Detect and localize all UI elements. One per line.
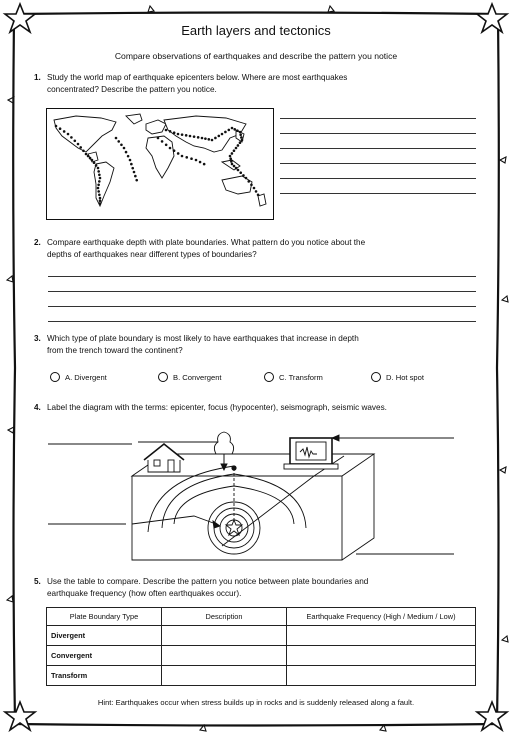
epicenter-dot [135, 179, 138, 182]
epicenter-dot [169, 130, 172, 133]
epicenter-dot [241, 139, 244, 142]
question-number: 1. [34, 73, 41, 82]
epicenter-dot [127, 155, 130, 158]
epicenter-dot [165, 129, 168, 132]
epicenter-dot [99, 199, 102, 202]
table-cell[interactable] [287, 666, 476, 686]
epicenter-dot [70, 136, 73, 139]
epicenter-dot [240, 136, 243, 139]
epicenter-dot [97, 184, 100, 187]
epicenter-dot [189, 135, 192, 138]
epicenter-dot [99, 197, 102, 200]
question-text: earthquake frequency (how often earthquakes occur). [47, 589, 242, 598]
epicenter-dot [161, 140, 164, 143]
epicenter-dot [185, 156, 188, 159]
radio-circle-icon[interactable] [264, 372, 274, 382]
table-header: Description [162, 608, 287, 626]
radio-circle-icon[interactable] [371, 372, 381, 382]
answer-line[interactable] [48, 321, 476, 322]
table-cell[interactable] [162, 666, 287, 686]
epicenter-dot [89, 157, 92, 160]
epicenter-dot [67, 133, 70, 136]
epicenter-dot [218, 135, 221, 138]
comparison-table [46, 607, 476, 686]
epicenter-dot [177, 133, 180, 136]
epicenter-dot [203, 163, 206, 166]
question-text: Compare earthquake depth with plate boundaries. What pattern do you notice about the [47, 238, 366, 247]
epicenter-dot [247, 180, 250, 183]
table-cell[interactable] [287, 626, 476, 646]
table-header: Plate Boundary Type [47, 608, 162, 626]
question-number: 2. [34, 238, 41, 247]
epicenter-dot [235, 147, 238, 150]
radio-circle-icon[interactable] [158, 372, 168, 382]
epicenter-dot [117, 140, 120, 143]
option-d[interactable] [371, 372, 424, 382]
row-label: Transform [47, 666, 162, 686]
epicenter-dot [95, 164, 98, 167]
epicenter-dot [82, 150, 85, 153]
epicenter-dot [169, 147, 172, 150]
epicenter-dot [233, 165, 236, 168]
answer-line[interactable] [280, 178, 476, 179]
seismograph-icon [284, 438, 338, 469]
epicenter-dot [239, 131, 242, 134]
table-header-row [47, 608, 476, 626]
epicenter-dot [181, 133, 184, 136]
answer-line[interactable] [280, 163, 476, 164]
tree-icon [214, 432, 233, 464]
epicenter-dot [193, 135, 196, 138]
option-a[interactable] [50, 372, 107, 382]
epicenter-dot [173, 149, 176, 152]
epicenter-dot [224, 131, 227, 134]
epicenter-dot [98, 180, 101, 183]
epicenter-dot [221, 133, 224, 136]
epicenter-dot [99, 202, 102, 205]
epicenter-dot [237, 144, 240, 147]
question-text: Label the diagram with the terms: epicenter, focus (hypocenter), seismograph, seismic waves. [47, 403, 387, 412]
epicenter-dot [85, 153, 88, 156]
epicenter-dot [230, 160, 233, 163]
epicenter-dot [120, 144, 123, 147]
epicenter-dot [245, 177, 248, 180]
epicenter-dot [74, 140, 77, 143]
epicenter-dot [123, 147, 126, 150]
answer-line[interactable] [280, 148, 476, 149]
answer-line[interactable] [48, 306, 476, 307]
epicenter-dot [231, 163, 234, 166]
option-label: D. Hot spot [386, 372, 424, 382]
epicenter-dot [201, 137, 204, 140]
page-title: Earth layers and tectonics [181, 23, 331, 38]
radio-circle-icon[interactable] [50, 372, 60, 382]
epicenter-dot [190, 157, 193, 160]
epicenter-dot [87, 155, 90, 158]
table-row [47, 666, 476, 686]
epicenter-dot [98, 174, 101, 177]
epicenter-dot [98, 194, 101, 197]
option-label: A. Divergent [65, 372, 107, 382]
epicenter-dot [59, 127, 62, 130]
epicenter-dot [97, 170, 100, 173]
row-label: Divergent [47, 626, 162, 646]
epicenter-dot [228, 129, 231, 132]
option-label: C. Transform [279, 372, 323, 382]
star-icon [5, 702, 35, 730]
table-row [47, 626, 476, 646]
epicenter-dot [239, 171, 242, 174]
epicenter-dot [55, 125, 58, 128]
epicenter-dot [233, 149, 236, 152]
question-text: concentrated? Describe the pattern you notice. [47, 85, 217, 94]
epicenter-dot [181, 155, 184, 158]
epicenter-dot [255, 190, 258, 193]
epicenter-dot [130, 163, 133, 166]
hint-text: Hint: Earthquakes occur when stress builds up in rocks and is suddenly released along a fault. [97, 698, 415, 707]
epicenter-dot [239, 141, 242, 144]
earthquake-diagram [44, 424, 474, 566]
epicenter-dot [236, 129, 239, 132]
epicenter-dot [199, 161, 202, 164]
epicenter-dot [91, 159, 94, 162]
epicenter-dot [214, 137, 217, 140]
epicenter-dot [165, 144, 168, 147]
question-text: Use the table to compare. Describe the pattern you notice between plate boundaries and [47, 577, 369, 586]
question-text: depths of earthquakes near different types of boundaries? [47, 250, 257, 259]
epicenter-dot [97, 190, 100, 193]
answer-line[interactable] [48, 276, 476, 277]
table-cell[interactable] [287, 646, 476, 666]
star-icon [477, 702, 507, 730]
epicenter-dot [115, 137, 118, 140]
page-subtitle: Compare observations of earthquakes and describe the pattern you notice [114, 51, 398, 61]
table-cell[interactable] [162, 646, 287, 666]
epicenter-dot [195, 159, 198, 162]
answer-line[interactable] [280, 133, 476, 134]
epicenter-dot [134, 175, 137, 178]
answer-line[interactable] [280, 193, 476, 194]
star-icon [5, 4, 35, 32]
epicenter-dot [97, 187, 100, 190]
epicenter-dot [231, 127, 234, 130]
epicenter-dot [231, 465, 236, 470]
earthquake-epicenter-map [46, 108, 274, 220]
epicenter-dot [129, 159, 132, 162]
epicenter-dot [77, 143, 80, 146]
answer-line[interactable] [48, 291, 476, 292]
epicenter-dot [239, 133, 242, 136]
option-c[interactable] [264, 372, 323, 382]
epicenter-dot [231, 152, 234, 155]
epicenter-dot [233, 128, 236, 131]
epicenter-dot [99, 177, 102, 180]
epicenter-dot [125, 151, 128, 154]
epicenter-dot [131, 167, 134, 170]
table-cell[interactable] [162, 626, 287, 646]
question-text: from the trench toward the continent? [47, 346, 183, 355]
epicenter-dot [250, 184, 253, 187]
option-label: B. Convergent [173, 372, 222, 382]
epicenter-dot [229, 155, 232, 158]
table-row [47, 646, 476, 666]
epicenter-dot [173, 131, 176, 134]
epicenter-dot [63, 130, 66, 133]
epicenter-dot [211, 139, 214, 142]
question-number: 3. [34, 334, 41, 343]
epicenter-dot [235, 167, 238, 170]
epicenter-dot [133, 171, 136, 174]
epicenter-dot [237, 169, 240, 172]
question-text: Study the world map of earthquake epicenters below. Where are most earthquakes [47, 73, 348, 82]
epicenter-dot [79, 146, 82, 149]
answer-line[interactable] [280, 118, 476, 119]
question-number: 5. [34, 577, 41, 586]
epicenter-dot [257, 194, 260, 197]
epicenter-dot [185, 134, 188, 137]
epicenter-dot [157, 137, 160, 140]
epicenter-dot [177, 152, 180, 155]
row-label: Convergent [47, 646, 162, 666]
option-b[interactable] [158, 372, 222, 382]
epicenter-dot [197, 136, 200, 139]
house-icon [144, 444, 184, 472]
table-header: Earthquake Frequency (High / Medium / Low) [287, 608, 476, 626]
epicenter-dot [93, 161, 96, 164]
epicenter-dot [253, 187, 256, 190]
question-number: 4. [34, 403, 41, 412]
epicenter-dot [204, 137, 207, 140]
question-text: Which type of plate boundary is most likely to have earthquakes that increase in depth [47, 334, 359, 343]
epicenter-dot [229, 157, 232, 160]
epicenter-dot [208, 138, 211, 141]
epicenter-dot [242, 174, 245, 177]
star-icon [477, 4, 507, 32]
epicenter-dot [97, 167, 100, 170]
